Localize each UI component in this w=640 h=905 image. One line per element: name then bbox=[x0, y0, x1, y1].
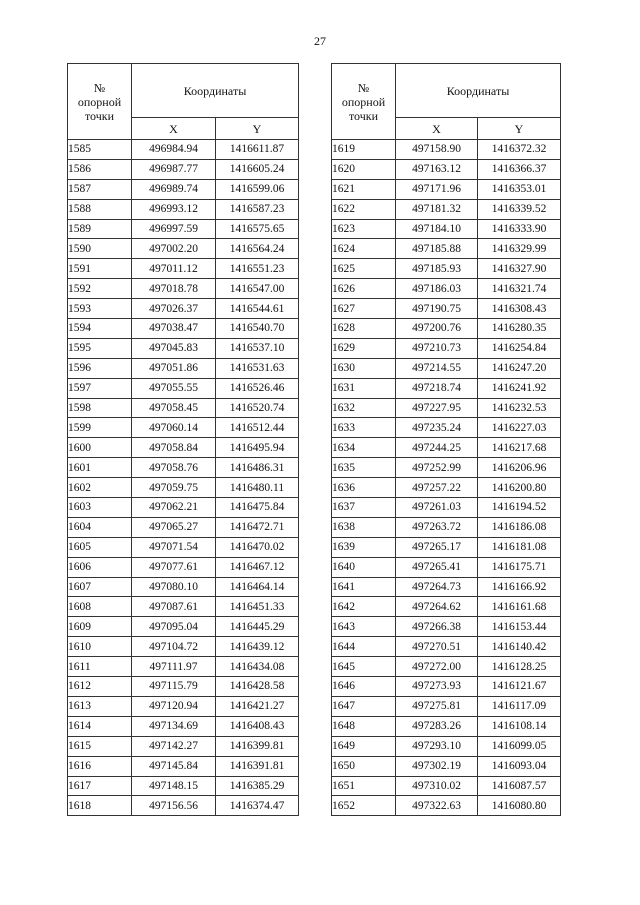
point-number-cell: 1646 bbox=[332, 677, 396, 697]
y-coordinate-cell: 1416339.52 bbox=[478, 199, 561, 219]
table-row bbox=[68, 716, 299, 736]
table-row bbox=[68, 557, 299, 577]
x-coordinate-cell: 497185.88 bbox=[396, 239, 478, 259]
y-coordinate-cell: 1416333.90 bbox=[478, 219, 561, 239]
point-number-cell: 1648 bbox=[332, 716, 396, 736]
table-row bbox=[332, 577, 561, 597]
coordinates-header: Координаты bbox=[396, 64, 561, 118]
point-number-cell: 1630 bbox=[332, 358, 396, 378]
point-number-cell: 1609 bbox=[68, 617, 132, 637]
x-coordinate-cell: 497055.55 bbox=[132, 378, 216, 398]
point-number-header: № опорной точки bbox=[332, 64, 396, 140]
y-coordinate-cell: 1416254.84 bbox=[478, 338, 561, 358]
x-coordinate-cell: 497104.72 bbox=[132, 637, 216, 657]
table-row bbox=[68, 776, 299, 796]
table-row bbox=[68, 398, 299, 418]
x-coordinate-cell: 497115.79 bbox=[132, 677, 216, 697]
point-number-cell: 1598 bbox=[68, 398, 132, 418]
table-row bbox=[68, 458, 299, 478]
point-number-cell: 1629 bbox=[332, 338, 396, 358]
x-coordinate-cell: 496987.77 bbox=[132, 159, 216, 179]
y-coordinate-cell: 1416140.42 bbox=[478, 637, 561, 657]
x-coordinate-cell: 497038.47 bbox=[132, 319, 216, 339]
y-coordinate-cell: 1416099.05 bbox=[478, 736, 561, 756]
x-coordinate-cell: 496993.12 bbox=[132, 199, 216, 219]
point-number-header: № опорной точки bbox=[68, 64, 132, 140]
point-number-cell: 1643 bbox=[332, 617, 396, 637]
table-row bbox=[68, 617, 299, 637]
point-number-cell: 1616 bbox=[68, 756, 132, 776]
table-row bbox=[68, 696, 299, 716]
x-coordinate-cell: 497011.12 bbox=[132, 259, 216, 279]
x-coordinate-cell: 497214.55 bbox=[396, 358, 478, 378]
y-coordinate-cell: 1416181.08 bbox=[478, 537, 561, 557]
point-number-cell: 1606 bbox=[68, 557, 132, 577]
x-coordinate-cell: 497065.27 bbox=[132, 517, 216, 537]
x-coordinate-cell: 496984.94 bbox=[132, 140, 216, 160]
point-number-cell: 1603 bbox=[68, 498, 132, 518]
x-coordinate-cell: 497181.32 bbox=[396, 199, 478, 219]
x-coordinate-cell: 497026.37 bbox=[132, 299, 216, 319]
x-coordinate-cell: 497235.24 bbox=[396, 418, 478, 438]
x-coordinate-cell: 497018.78 bbox=[132, 279, 216, 299]
point-number-cell: 1617 bbox=[68, 776, 132, 796]
point-number-cell: 1591 bbox=[68, 259, 132, 279]
table-row bbox=[68, 179, 299, 199]
coordinates-table-left bbox=[67, 63, 299, 816]
point-number-cell: 1622 bbox=[332, 199, 396, 219]
table-row bbox=[68, 199, 299, 219]
y-coordinate-cell: 1416247.20 bbox=[478, 358, 561, 378]
x-coordinate-cell: 497163.12 bbox=[396, 159, 478, 179]
point-number-cell: 1623 bbox=[332, 219, 396, 239]
x-coordinate-cell: 497158.90 bbox=[396, 140, 478, 160]
y-coordinate-cell: 1416232.53 bbox=[478, 398, 561, 418]
point-number-cell: 1638 bbox=[332, 517, 396, 537]
table-row bbox=[68, 140, 299, 160]
x-coordinate-cell: 497263.72 bbox=[396, 517, 478, 537]
table-row bbox=[68, 637, 299, 657]
y-coordinate-cell: 1416385.29 bbox=[216, 776, 299, 796]
table-row bbox=[332, 517, 561, 537]
table-row bbox=[68, 299, 299, 319]
y-coordinate-cell: 1416547.00 bbox=[216, 279, 299, 299]
y-coordinate-cell: 1416161.68 bbox=[478, 597, 561, 617]
y-coordinate-cell: 1416329.99 bbox=[478, 239, 561, 259]
y-coordinate-cell: 1416480.11 bbox=[216, 478, 299, 498]
table-row bbox=[332, 537, 561, 557]
x-coordinate-cell: 497185.93 bbox=[396, 259, 478, 279]
table-row bbox=[332, 478, 561, 498]
x-coordinate-cell: 497273.93 bbox=[396, 677, 478, 697]
y-coordinate-cell: 1416495.94 bbox=[216, 438, 299, 458]
point-number-cell: 1586 bbox=[68, 159, 132, 179]
point-number-cell: 1635 bbox=[332, 458, 396, 478]
x-coordinate-cell: 497265.41 bbox=[396, 557, 478, 577]
table-row bbox=[332, 159, 561, 179]
x-coordinate-cell: 497264.62 bbox=[396, 597, 478, 617]
y-coordinate-cell: 1416117.09 bbox=[478, 696, 561, 716]
point-number-cell: 1595 bbox=[68, 338, 132, 358]
point-number-cell: 1608 bbox=[68, 597, 132, 617]
y-coordinate-cell: 1416434.08 bbox=[216, 657, 299, 677]
x-coordinate-cell: 497080.10 bbox=[132, 577, 216, 597]
table-row bbox=[68, 338, 299, 358]
point-number-cell: 1613 bbox=[68, 696, 132, 716]
x-coordinate-cell: 497270.51 bbox=[396, 637, 478, 657]
x-coordinate-cell: 497266.38 bbox=[396, 617, 478, 637]
table-row bbox=[68, 478, 299, 498]
coordinates-header: Координаты bbox=[132, 64, 299, 118]
point-number-cell: 1599 bbox=[68, 418, 132, 438]
x-coordinate-cell: 497227.95 bbox=[396, 398, 478, 418]
x-coordinate-cell: 497058.76 bbox=[132, 458, 216, 478]
table-row bbox=[68, 219, 299, 239]
point-number-cell: 1640 bbox=[332, 557, 396, 577]
table-row bbox=[332, 319, 561, 339]
point-number-cell: 1624 bbox=[332, 239, 396, 259]
table-row bbox=[68, 517, 299, 537]
y-coordinate-cell: 1416093.04 bbox=[478, 756, 561, 776]
table-row bbox=[68, 577, 299, 597]
point-number-cell: 1645 bbox=[332, 657, 396, 677]
x-coordinate-cell: 497186.03 bbox=[396, 279, 478, 299]
x-coordinate-cell: 497302.19 bbox=[396, 756, 478, 776]
table-row bbox=[332, 259, 561, 279]
y-coordinate-cell: 1416537.10 bbox=[216, 338, 299, 358]
point-number-cell: 1604 bbox=[68, 517, 132, 537]
table-row bbox=[332, 239, 561, 259]
y-coordinate-cell: 1416408.43 bbox=[216, 716, 299, 736]
table-row bbox=[68, 597, 299, 617]
point-number-cell: 1596 bbox=[68, 358, 132, 378]
y-coordinate-cell: 1416587.23 bbox=[216, 199, 299, 219]
table-row bbox=[68, 537, 299, 557]
x-coordinate-cell: 497218.74 bbox=[396, 378, 478, 398]
y-coordinate-cell: 1416374.47 bbox=[216, 796, 299, 816]
x-coordinate-cell: 497156.56 bbox=[132, 796, 216, 816]
y-coordinate-cell: 1416520.74 bbox=[216, 398, 299, 418]
point-number-cell: 1611 bbox=[68, 657, 132, 677]
x-coordinate-cell: 496989.74 bbox=[132, 179, 216, 199]
table-row bbox=[332, 438, 561, 458]
x-coordinate-cell: 497060.14 bbox=[132, 418, 216, 438]
x-coordinate-cell: 497257.22 bbox=[396, 478, 478, 498]
x-header: X bbox=[396, 118, 478, 140]
table-row bbox=[332, 736, 561, 756]
y-coordinate-cell: 1416206.96 bbox=[478, 458, 561, 478]
y-coordinate-cell: 1416428.58 bbox=[216, 677, 299, 697]
table-row bbox=[68, 159, 299, 179]
point-number-cell: 1597 bbox=[68, 378, 132, 398]
point-number-cell: 1614 bbox=[68, 716, 132, 736]
x-coordinate-cell: 497190.75 bbox=[396, 299, 478, 319]
x-coordinate-cell: 497142.27 bbox=[132, 736, 216, 756]
y-coordinate-cell: 1416108.14 bbox=[478, 716, 561, 736]
y-header: Y bbox=[216, 118, 299, 140]
table-row bbox=[332, 378, 561, 398]
y-coordinate-cell: 1416531.63 bbox=[216, 358, 299, 378]
table-row bbox=[332, 199, 561, 219]
table-row bbox=[332, 358, 561, 378]
y-coordinate-cell: 1416512.44 bbox=[216, 418, 299, 438]
point-number-cell: 1639 bbox=[332, 537, 396, 557]
x-coordinate-cell: 497120.94 bbox=[132, 696, 216, 716]
y-coordinate-cell: 1416194.52 bbox=[478, 498, 561, 518]
y-coordinate-cell: 1416175.71 bbox=[478, 557, 561, 577]
table-row bbox=[68, 677, 299, 697]
point-number-cell: 1590 bbox=[68, 239, 132, 259]
table-row bbox=[68, 358, 299, 378]
point-number-cell: 1634 bbox=[332, 438, 396, 458]
x-coordinate-cell: 497045.83 bbox=[132, 338, 216, 358]
table-row bbox=[332, 796, 561, 816]
x-coordinate-cell: 497002.20 bbox=[132, 239, 216, 259]
x-coordinate-cell: 497171.96 bbox=[396, 179, 478, 199]
x-coordinate-cell: 497148.15 bbox=[132, 776, 216, 796]
table-row bbox=[68, 319, 299, 339]
y-coordinate-cell: 1416470.02 bbox=[216, 537, 299, 557]
y-coordinate-cell: 1416439.12 bbox=[216, 637, 299, 657]
point-number-cell: 1644 bbox=[332, 637, 396, 657]
x-coordinate-cell: 497134.69 bbox=[132, 716, 216, 736]
y-coordinate-cell: 1416087.57 bbox=[478, 776, 561, 796]
y-coordinate-cell: 1416366.37 bbox=[478, 159, 561, 179]
y-coordinate-cell: 1416564.24 bbox=[216, 239, 299, 259]
table-row bbox=[332, 498, 561, 518]
table-row bbox=[332, 279, 561, 299]
x-coordinate-cell: 497272.00 bbox=[396, 657, 478, 677]
point-number-cell: 1628 bbox=[332, 319, 396, 339]
x-coordinate-cell: 497210.73 bbox=[396, 338, 478, 358]
y-coordinate-cell: 1416353.01 bbox=[478, 179, 561, 199]
y-coordinate-cell: 1416372.32 bbox=[478, 140, 561, 160]
y-coordinate-cell: 1416217.68 bbox=[478, 438, 561, 458]
table-row bbox=[332, 458, 561, 478]
table-row bbox=[332, 398, 561, 418]
table-row bbox=[68, 378, 299, 398]
x-coordinate-cell: 497264.73 bbox=[396, 577, 478, 597]
y-coordinate-cell: 1416467.12 bbox=[216, 557, 299, 577]
table-row bbox=[332, 677, 561, 697]
x-coordinate-cell: 496997.59 bbox=[132, 219, 216, 239]
point-number-cell: 1649 bbox=[332, 736, 396, 756]
x-coordinate-cell: 497059.75 bbox=[132, 478, 216, 498]
point-number-cell: 1631 bbox=[332, 378, 396, 398]
point-number-cell: 1610 bbox=[68, 637, 132, 657]
point-number-cell: 1651 bbox=[332, 776, 396, 796]
table-row bbox=[332, 637, 561, 657]
point-number-cell: 1602 bbox=[68, 478, 132, 498]
x-header: X bbox=[132, 118, 216, 140]
table-row bbox=[332, 557, 561, 577]
y-coordinate-cell: 1416321.74 bbox=[478, 279, 561, 299]
table-row bbox=[68, 756, 299, 776]
table-row bbox=[332, 219, 561, 239]
x-coordinate-cell: 497261.03 bbox=[396, 498, 478, 518]
point-number-cell: 1587 bbox=[68, 179, 132, 199]
x-coordinate-cell: 497051.86 bbox=[132, 358, 216, 378]
table-row bbox=[332, 617, 561, 637]
table-row bbox=[332, 179, 561, 199]
point-number-cell: 1618 bbox=[68, 796, 132, 816]
y-coordinate-cell: 1416599.06 bbox=[216, 179, 299, 199]
table-row bbox=[68, 498, 299, 518]
table-row bbox=[332, 418, 561, 438]
y-coordinate-cell: 1416464.14 bbox=[216, 577, 299, 597]
point-number-cell: 1612 bbox=[68, 677, 132, 697]
y-coordinate-cell: 1416128.25 bbox=[478, 657, 561, 677]
table-row bbox=[68, 259, 299, 279]
point-number-cell: 1652 bbox=[332, 796, 396, 816]
table-row bbox=[68, 736, 299, 756]
y-coordinate-cell: 1416227.03 bbox=[478, 418, 561, 438]
x-coordinate-cell: 497145.84 bbox=[132, 756, 216, 776]
point-number-cell: 1642 bbox=[332, 597, 396, 617]
y-coordinate-cell: 1416153.44 bbox=[478, 617, 561, 637]
y-coordinate-cell: 1416166.92 bbox=[478, 577, 561, 597]
y-coordinate-cell: 1416327.90 bbox=[478, 259, 561, 279]
table-row bbox=[68, 657, 299, 677]
y-coordinate-cell: 1416399.81 bbox=[216, 736, 299, 756]
point-number-cell: 1636 bbox=[332, 478, 396, 498]
table-row bbox=[332, 696, 561, 716]
point-number-cell: 1647 bbox=[332, 696, 396, 716]
table-row bbox=[332, 299, 561, 319]
point-number-cell: 1601 bbox=[68, 458, 132, 478]
point-number-cell: 1589 bbox=[68, 219, 132, 239]
y-coordinate-cell: 1416080.80 bbox=[478, 796, 561, 816]
y-coordinate-cell: 1416200.80 bbox=[478, 478, 561, 498]
y-coordinate-cell: 1416241.92 bbox=[478, 378, 561, 398]
y-coordinate-cell: 1416475.84 bbox=[216, 498, 299, 518]
table-row bbox=[332, 716, 561, 736]
x-coordinate-cell: 497200.76 bbox=[396, 319, 478, 339]
x-coordinate-cell: 497087.61 bbox=[132, 597, 216, 617]
point-number-cell: 1641 bbox=[332, 577, 396, 597]
x-coordinate-cell: 497293.10 bbox=[396, 736, 478, 756]
point-number-cell: 1632 bbox=[332, 398, 396, 418]
x-coordinate-cell: 497322.63 bbox=[396, 796, 478, 816]
point-number-cell: 1633 bbox=[332, 418, 396, 438]
point-number-cell: 1625 bbox=[332, 259, 396, 279]
table-row bbox=[68, 279, 299, 299]
point-number-cell: 1619 bbox=[332, 140, 396, 160]
y-coordinate-cell: 1416445.29 bbox=[216, 617, 299, 637]
x-coordinate-cell: 497310.02 bbox=[396, 776, 478, 796]
x-coordinate-cell: 497265.17 bbox=[396, 537, 478, 557]
point-number-cell: 1600 bbox=[68, 438, 132, 458]
x-coordinate-cell: 497244.25 bbox=[396, 438, 478, 458]
x-coordinate-cell: 497252.99 bbox=[396, 458, 478, 478]
x-coordinate-cell: 497077.61 bbox=[132, 557, 216, 577]
x-coordinate-cell: 497058.84 bbox=[132, 438, 216, 458]
y-coordinate-cell: 1416472.71 bbox=[216, 517, 299, 537]
point-number-cell: 1605 bbox=[68, 537, 132, 557]
y-coordinate-cell: 1416486.31 bbox=[216, 458, 299, 478]
point-number-cell: 1585 bbox=[68, 140, 132, 160]
y-coordinate-cell: 1416280.35 bbox=[478, 319, 561, 339]
table-row bbox=[68, 418, 299, 438]
x-coordinate-cell: 497058.45 bbox=[132, 398, 216, 418]
table-row bbox=[332, 776, 561, 796]
table-row bbox=[332, 657, 561, 677]
point-number-cell: 1615 bbox=[68, 736, 132, 756]
point-number-cell: 1620 bbox=[332, 159, 396, 179]
y-header: Y bbox=[478, 118, 561, 140]
y-coordinate-cell: 1416121.67 bbox=[478, 677, 561, 697]
point-number-cell: 1588 bbox=[68, 199, 132, 219]
y-coordinate-cell: 1416551.23 bbox=[216, 259, 299, 279]
x-coordinate-cell: 497275.81 bbox=[396, 696, 478, 716]
y-coordinate-cell: 1416605.24 bbox=[216, 159, 299, 179]
y-coordinate-cell: 1416186.08 bbox=[478, 517, 561, 537]
table-row bbox=[68, 438, 299, 458]
point-number-cell: 1594 bbox=[68, 319, 132, 339]
y-coordinate-cell: 1416421.27 bbox=[216, 696, 299, 716]
y-coordinate-cell: 1416308.43 bbox=[478, 299, 561, 319]
x-coordinate-cell: 497283.26 bbox=[396, 716, 478, 736]
y-coordinate-cell: 1416611.87 bbox=[216, 140, 299, 160]
y-coordinate-cell: 1416451.33 bbox=[216, 597, 299, 617]
point-number-cell: 1637 bbox=[332, 498, 396, 518]
table-row bbox=[332, 140, 561, 160]
table-row bbox=[332, 597, 561, 617]
page-number: 27 bbox=[314, 34, 326, 48]
y-coordinate-cell: 1416575.65 bbox=[216, 219, 299, 239]
point-number-cell: 1621 bbox=[332, 179, 396, 199]
table-row bbox=[332, 756, 561, 776]
y-coordinate-cell: 1416544.61 bbox=[216, 299, 299, 319]
point-number-cell: 1592 bbox=[68, 279, 132, 299]
table-row bbox=[68, 239, 299, 259]
x-coordinate-cell: 497062.21 bbox=[132, 498, 216, 518]
point-number-cell: 1650 bbox=[332, 756, 396, 776]
y-coordinate-cell: 1416391.81 bbox=[216, 756, 299, 776]
point-number-cell: 1626 bbox=[332, 279, 396, 299]
coordinates-table-right bbox=[331, 63, 561, 816]
x-coordinate-cell: 497095.04 bbox=[132, 617, 216, 637]
table-row bbox=[68, 796, 299, 816]
x-coordinate-cell: 497184.10 bbox=[396, 219, 478, 239]
point-number-cell: 1593 bbox=[68, 299, 132, 319]
x-coordinate-cell: 497071.54 bbox=[132, 537, 216, 557]
y-coordinate-cell: 1416540.70 bbox=[216, 319, 299, 339]
y-coordinate-cell: 1416526.46 bbox=[216, 378, 299, 398]
point-number-cell: 1627 bbox=[332, 299, 396, 319]
table-row bbox=[332, 338, 561, 358]
x-coordinate-cell: 497111.97 bbox=[132, 657, 216, 677]
point-number-cell: 1607 bbox=[68, 577, 132, 597]
